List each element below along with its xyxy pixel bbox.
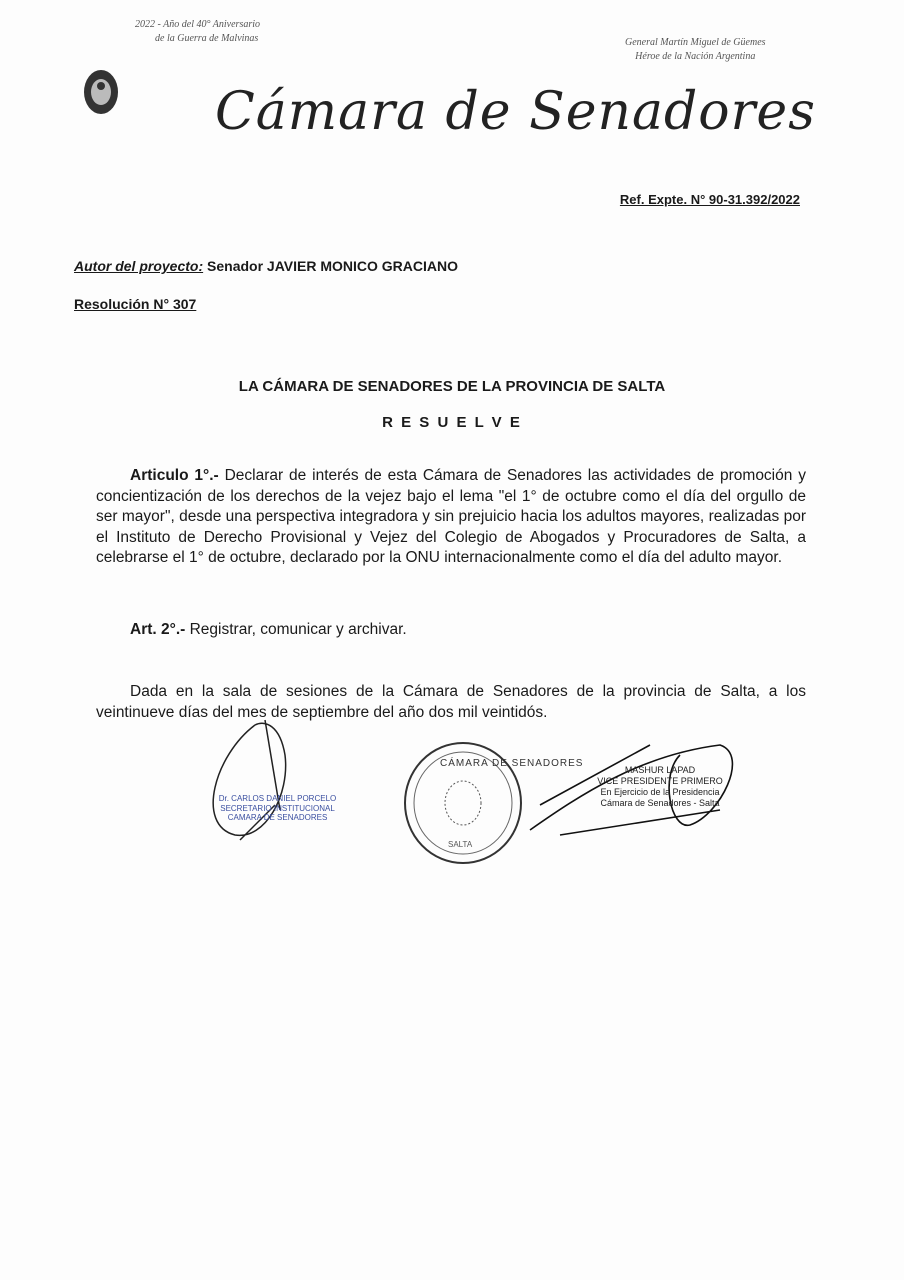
- motto-left-line: 2022 - Año del 40° Aniversario: [135, 19, 261, 30]
- article-label: Articulo 1°.-: [130, 467, 219, 484]
- resolves-heading: R E S U E L V E: [382, 414, 522, 431]
- motto-right-line: General Martín Miguel de Güemes: [625, 37, 766, 48]
- article-1: [96, 466, 806, 569]
- signature-left-icon: [195, 715, 325, 845]
- seal-top-text: CÁMARA DE SENADORES: [440, 758, 584, 769]
- signer-name: Dr. CARLOS DANIEL PORCELO: [218, 794, 337, 803]
- signer-role-detail: En Ejercicio de la Presidencia: [600, 787, 720, 797]
- motto-right: [625, 36, 766, 64]
- signature-right-block: [585, 765, 735, 809]
- reference-number: Ref. Expte. N° 90-31.392/2022: [619, 192, 800, 207]
- signer-institution: CAMARA DE SENADORES: [227, 813, 328, 822]
- article-2: [96, 620, 806, 641]
- motto-left: [135, 18, 260, 46]
- author-value: Senador JAVIER MONICO GRACIANO: [207, 258, 459, 274]
- article-text: Registrar, comunicar y archivar.: [185, 621, 407, 638]
- coat-of-arms-icon: [78, 64, 124, 124]
- project-author: [74, 258, 458, 274]
- motto-left-line: de la Guerra de Malvinas: [155, 33, 259, 44]
- resolution-heading: LA CÁMARA DE SENADORES DE LA PROVINCIA DE SALTA: [238, 378, 666, 395]
- seal-bottom-text: SALTA: [448, 840, 473, 849]
- article-text: Declarar de interés de esta Cámara de Senadores las actividades de promoción y concientización de los derechos de la vejez bajo el lema "el 1° de octubre como el día del orgullo de ser mayor", desde una perspectiva integradora y sin prejuicio hacia los adultos mayores, realizadas por el Instituto de Derecho Provisional y Vejez del Colegio de Abogados y Procuradores de Salta, a celebrarse el 1° de octubre, declarado por la ONU internacionalmente como el día del adulto mayor.: [96, 467, 806, 566]
- resolution-number: Resolución N° 307: [74, 296, 197, 312]
- signer-name: MASHUR LAPAD: [624, 765, 696, 775]
- signer-role: VICE PRESIDENTE PRIMERO: [597, 776, 723, 786]
- signer-role: SECRETARIO INSTITUCIONAL: [220, 803, 335, 813]
- signature-left-block: [195, 794, 360, 823]
- article-label: Art. 2°.-: [130, 621, 186, 638]
- closing-text: Dada en la sala de sesiones de la Cámara de Senadores de la provincia de Salta, a los veintinueve días del mes de septiembre del año dos mil veintidós.: [96, 683, 806, 721]
- institution-title: Cámara de Senadores: [215, 82, 816, 142]
- author-label: Autor del proyecto:: [74, 258, 204, 274]
- motto-right-line: Héroe de la Nación Argentina: [635, 51, 756, 62]
- signer-institution: Cámara de Senadores - Salta: [600, 798, 720, 808]
